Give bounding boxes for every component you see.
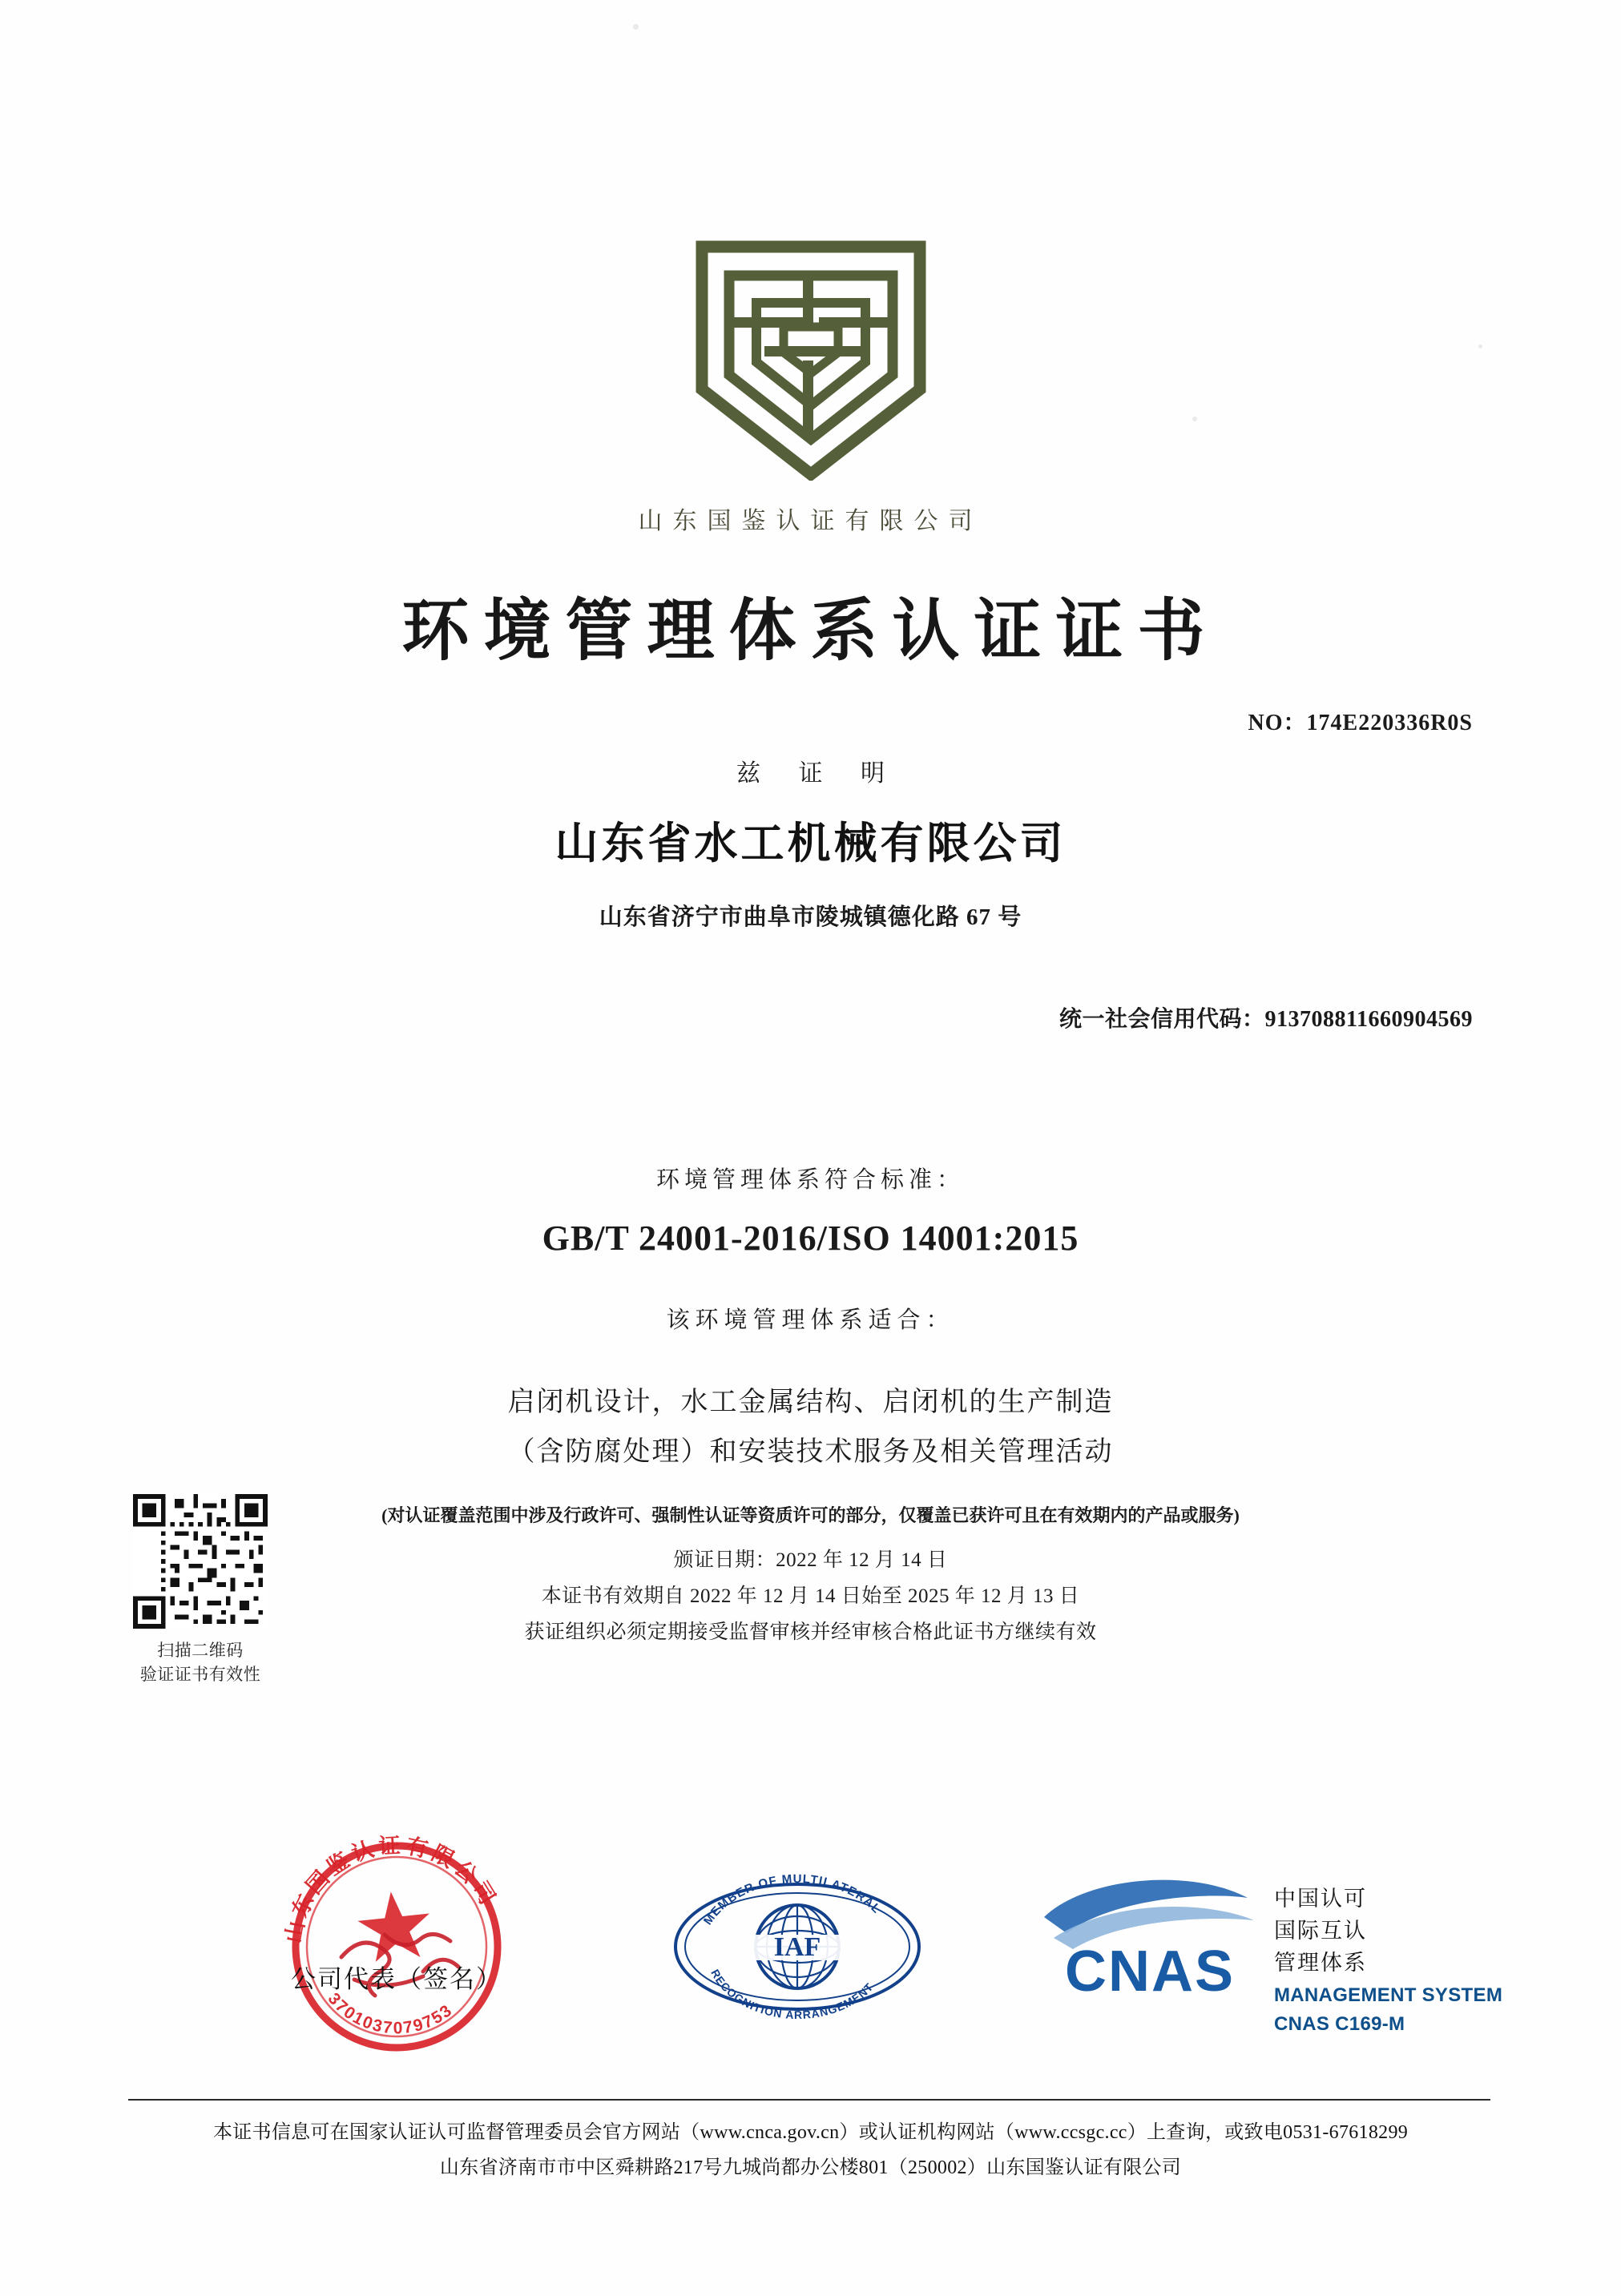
cnas-cn-line-3: 管理体系 bbox=[1274, 1951, 1367, 1975]
iaf-mark bbox=[669, 1867, 925, 2027]
footer-text bbox=[0, 2115, 1621, 2185]
cnas-cn-line-2: 国际互认 bbox=[1274, 1919, 1367, 1943]
standard-code: GB/T 24001-2016/ISO 14001:2015 bbox=[542, 1218, 1079, 1258]
cnas-en-line-1: MANAGEMENT SYSTEM bbox=[1274, 1984, 1503, 2006]
qr-verification-block[interactable] bbox=[120, 1494, 280, 1686]
iaf-top-text: MEMBER OF MULTILATERAL bbox=[700, 1871, 884, 1928]
company-seal bbox=[264, 1815, 529, 2079]
seal-bottom-number: 3701037079753 bbox=[324, 1989, 457, 2038]
qr-caption-line-1: 扫描二维码 bbox=[157, 1641, 244, 1660]
surveillance-note: 获证组织必须定期接受监督审核并经审核合格此证书方继续有效 bbox=[524, 1621, 1097, 1643]
iaf-bottom-text: RECOGNITION ARRANGEMENT bbox=[708, 1967, 877, 2022]
seal-outer-text: 山东国鉴认证有限公司 bbox=[280, 1833, 502, 1945]
iaf-center-text: IAF bbox=[773, 1932, 821, 1962]
footer-line-1: 本证书信息可在国家认证认可监督管理委员会官方网站（www.cnca.gov.cn）或认证机构网站（www.ccsgc.cc）上查询，或致电0531-67618299 bbox=[212, 2122, 1409, 2143]
footer-line-2: 山东省济南市市中区舜耕路217号九城尚都办公楼801（250002）山东国鉴认证有限公司 bbox=[439, 2157, 1182, 2178]
issue-date: 颁证日期：2022 年 12 月 14 日 bbox=[673, 1549, 948, 1571]
qr-code-icon[interactable] bbox=[133, 1494, 268, 1629]
scope-line-1: 启闭机设计，水工金属结构、启闭机的生产制造 bbox=[507, 1388, 1114, 1417]
qr-caption bbox=[120, 1638, 280, 1686]
certificate-number-value: 174E220336R0S bbox=[1306, 711, 1473, 735]
hereby-certify-text: 兹 证 明 bbox=[736, 760, 901, 787]
company-representative-label: 公司代表（签名） bbox=[291, 1965, 502, 1993]
certificate-number bbox=[1248, 705, 1473, 737]
cnas-en-line-2: CNAS C169-M bbox=[1274, 2013, 1405, 2035]
standard-lead-text: 环境管理体系符合标准： bbox=[655, 1167, 965, 1193]
svg-text:RECOGNITION ARRANGEMENT bbox=[708, 1967, 876, 2021]
cnas-mark bbox=[1030, 1871, 1270, 2015]
cnas-cn-line-1: 中国认可 bbox=[1274, 1887, 1367, 1911]
certificate-holder-address: 山东省济宁市曲阜市陵城镇德化路 67 号 bbox=[599, 904, 1022, 930]
cnas-text-block bbox=[1274, 1883, 1595, 2036]
scope-body bbox=[0, 1378, 1621, 1477]
print-speck bbox=[633, 24, 639, 30]
svg-text:MEMBER OF MULTILATERAL bbox=[701, 1872, 884, 1927]
issuer-logo bbox=[0, 240, 1621, 481]
cnas-wordmark: CNAS bbox=[1064, 1940, 1236, 2004]
issuer-name-cn: 山东国鉴认证有限公司 bbox=[638, 508, 983, 534]
certificate-title: 环境管理体系认证证书 bbox=[401, 594, 1220, 669]
footer-divider bbox=[128, 2099, 1490, 2101]
certificate-number-label: NO： bbox=[1248, 711, 1307, 735]
scope-line-2: （含防腐处理）和安装技术服务及相关管理活动 bbox=[507, 1437, 1114, 1467]
scope-note: (对认证覆盖范围中涉及行政许可、强制性认证等资质许可的部分，仅覆盖已获许可且在有效期内的产品或服务) bbox=[381, 1505, 1240, 1525]
validity-period: 本证书有效期自 2022 年 12 月 14 日始至 2025 年 12 月 13 日 bbox=[541, 1585, 1080, 1607]
certificate-holder-name: 山东省水工机械有限公司 bbox=[554, 820, 1067, 868]
scope-lead-text: 该环境管理体系适合： bbox=[666, 1307, 955, 1333]
unified-social-credit-code: 统一社会信用代码：913708811660904569 bbox=[1059, 1007, 1473, 1032]
qr-caption-line-2: 验证证书有效性 bbox=[139, 1665, 261, 1684]
